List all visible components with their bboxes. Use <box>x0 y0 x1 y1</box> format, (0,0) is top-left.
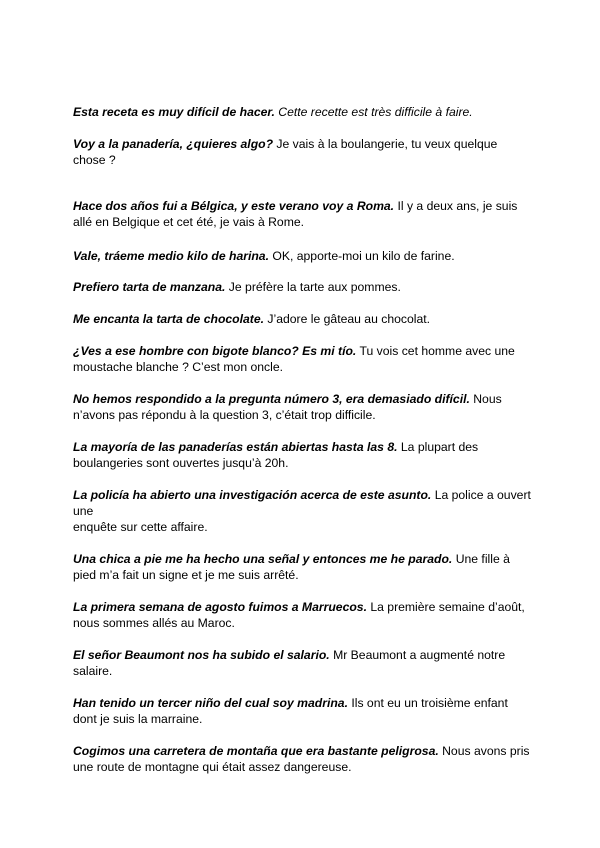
spanish-sentence: Cogimos una carretera de montaña que era bastante peligrosa. <box>73 744 439 758</box>
french-translation: La première semaine d’août, nous sommes allés au Maroc. <box>73 600 525 630</box>
french-translation: OK, apporte-moi un kilo de farine. <box>272 249 455 263</box>
spanish-sentence: Voy a la panadería, ¿quieres algo? <box>73 137 274 151</box>
sentence-pair-14 <box>73 679 535 727</box>
french-translation: Mr Beaumont a augmenté notre salaire. <box>73 648 506 678</box>
spanish-sentence: No hemos respondido a la pregunta número 3, era demasiado difícil. <box>73 392 470 406</box>
sentence-pair-13 <box>73 631 535 679</box>
sentence-pair-4 <box>73 232 535 264</box>
spanish-sentence: Esta receta es muy difícil de hacer. <box>73 105 275 119</box>
spanish-sentence: Prefiero tarta de manzana. <box>73 280 226 294</box>
french-translation: Nous avons pris une route de montagne qui était assez dangereuse. <box>73 744 530 774</box>
spanish-sentence: ¿Ves a ese hombre con bigote blanco? Es mi tío. <box>73 344 357 358</box>
french-translation: Il y a deux ans, je suis allé en Belgique et cet été, je vais à Rome. <box>73 199 518 229</box>
french-translation: J’adore le gâteau au chocolat. <box>267 312 431 326</box>
sentence-pair-10 <box>73 471 535 535</box>
spanish-sentence: La policía ha abierto una investigación acerca de este asunto. <box>73 488 432 502</box>
sentence-pair-3 <box>73 182 535 230</box>
sentence-pair-9 <box>73 423 535 471</box>
sentence-pair-1 <box>73 88 535 120</box>
spanish-sentence: Han tenido un tercer niño del cual soy madrina. <box>73 696 348 710</box>
french-translation: Cette recette est très difficile à faire. <box>278 105 473 119</box>
spanish-sentence: Hace dos años fui a Bélgica, y este verano voy a Roma. <box>73 199 395 213</box>
french-translation: Une fille à pied m’a fait un signe et je me suis arrêté. <box>73 552 510 582</box>
sentence-pair-5 <box>73 263 535 295</box>
spanish-sentence: La mayoría de las panaderías están abiertas hasta las 8. <box>73 440 398 454</box>
sentence-pair-7 <box>73 327 535 375</box>
sentence-pair-11 <box>73 535 535 583</box>
sentence-pair-8 <box>73 375 535 423</box>
french-translation: Je préfère la tarte aux pommes. <box>228 280 401 294</box>
spanish-sentence: Vale, tráeme medio kilo de harina. <box>73 249 269 263</box>
french-translation: La plupart des boulangeries sont ouvertes jusqu’à 20h. <box>73 440 479 470</box>
spanish-sentence: La primera semana de agosto fuimos a Marruecos. <box>73 600 367 614</box>
spanish-sentence: Una chica a pie me ha hecho una señal y entonces me he parado. <box>73 552 453 566</box>
sentence-pair-12 <box>73 583 535 631</box>
french-translation: La police a ouvert une enquête sur cette affaire. <box>73 488 531 534</box>
sentence-pair-6 <box>73 295 535 327</box>
french-translation: Je vais à la boulangerie, tu veux quelque chose ? <box>73 137 498 167</box>
french-translation: Ils ont eu un troisième enfant dont je suis la marraine. <box>73 696 508 726</box>
french-translation: Tu vois cet homme avec une moustache blanche ? C’est mon oncle. <box>73 344 515 374</box>
spanish-sentence: El señor Beaumont nos ha subido el salario. <box>73 648 330 662</box>
sentence-pair-15 <box>73 727 535 775</box>
spanish-sentence: Me encanta la tarta de chocolate. <box>73 312 265 326</box>
french-translation: Nous n’avons pas répondu à la question 3, c’était trop difficile. <box>73 392 502 422</box>
sentence-pair-2 <box>73 120 535 168</box>
